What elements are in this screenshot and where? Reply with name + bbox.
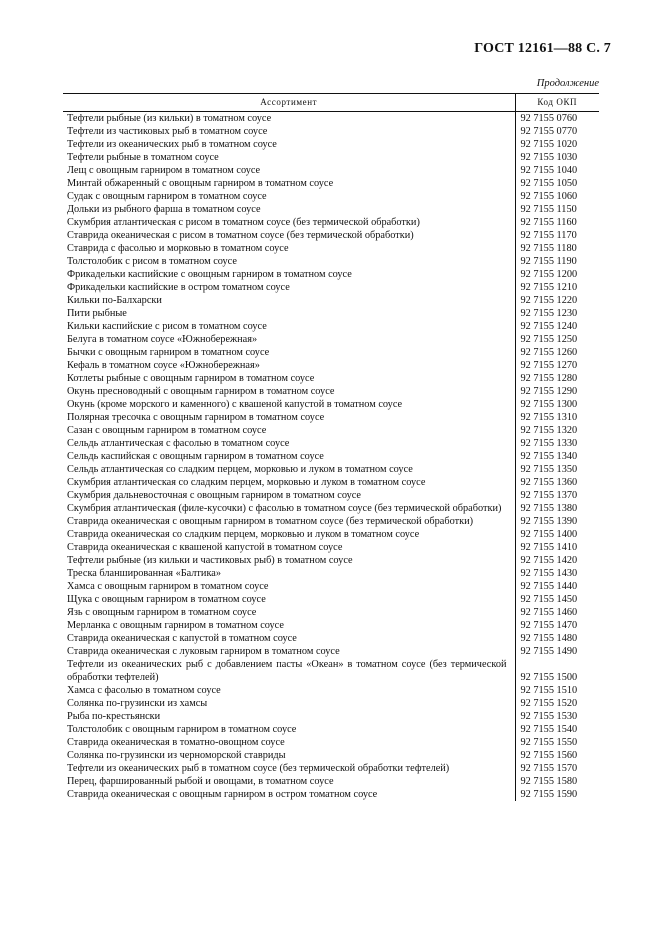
assortment-name: Ставрида океаническая с капустой в томатном соусе: [67, 633, 297, 644]
table-row: [63, 112, 599, 126]
table-row: [63, 775, 599, 788]
table-row: [63, 268, 599, 281]
assortment-name: Ставрида океаническая с квашеной капустой в томатном соусе: [67, 542, 343, 553]
table-row: [63, 749, 599, 762]
okp-code: 92 7155 1280: [515, 372, 599, 385]
table-row: [63, 619, 599, 632]
okp-code: 92 7155 1540: [515, 723, 599, 736]
okp-code: 92 7155 1330: [515, 437, 599, 450]
okp-code: 92 7155 1590: [515, 788, 599, 801]
table-row: [63, 658, 599, 684]
table-row: [63, 788, 599, 801]
table-row: [63, 138, 599, 151]
okp-code: 92 7155 1530: [515, 710, 599, 723]
assortment-name: Скумбрия дальневосточная с овощным гарниром в томатном соусе: [67, 490, 361, 501]
okp-code: 92 7155 1020: [515, 138, 599, 151]
okp-code: 92 7155 1490: [515, 645, 599, 658]
assortment-name: Толстолобик с рисом в томатном соусе: [67, 256, 237, 267]
table-row: [63, 229, 599, 242]
table-row: [63, 515, 599, 528]
okp-code: 92 7155 1160: [515, 216, 599, 229]
okp-code: 92 7155 1400: [515, 528, 599, 541]
table-row: [63, 463, 599, 476]
okp-code: 92 7155 1370: [515, 489, 599, 502]
table-row: [63, 242, 599, 255]
assortment-name: Тефтели рыбные (из кильки) в томатном соусе: [67, 113, 272, 124]
assortment-name: Щука с овощным гарниром в томатном соусе: [67, 594, 266, 605]
assortment-name: Тефтели рыбные в томатном соусе: [67, 152, 219, 163]
assortment-name: Скумбрия атлантическая со сладким перцем, морковью и луком в томатном соусе: [67, 477, 426, 488]
table-row: [63, 489, 599, 502]
assortment-name: Ставрида с фасолью и морковью в томатном соусе: [67, 243, 289, 254]
table-row: [63, 541, 599, 554]
assortment-name: Кильки по-Балхарски: [67, 295, 162, 306]
assortment-name: Сазан с овощным гарниром в томатном соусе: [67, 425, 267, 436]
okp-code: 92 7155 1180: [515, 242, 599, 255]
okp-code: 92 7155 1440: [515, 580, 599, 593]
table-row: [63, 593, 599, 606]
okp-code: 92 7155 1060: [515, 190, 599, 203]
okp-code: 92 7155 1240: [515, 320, 599, 333]
assortment-name: Тефтели рыбные (из кильки и частиковых рыб) в томатном соусе: [67, 555, 353, 566]
column-header-assortment: Ассортимент: [63, 94, 515, 112]
table-row: [63, 372, 599, 385]
assortment-name: Ставрида океаническая с овощным гарниром в остром томатном соусе: [67, 789, 378, 800]
assortment-name: Ставрида океаническая с луковым гарниром в томатном соусе: [67, 646, 340, 657]
assortment-name: Кильки каспийские с рисом в томатном соусе: [67, 321, 267, 332]
okp-code: 92 7155 1260: [515, 346, 599, 359]
assortment-name: Скумбрия атлантическая (филе-кусочки) с фасолью в томатном соусе (без термической обработки): [67, 503, 502, 514]
assortment-name: Кефаль в томатном соусе «Южнобережная»: [67, 360, 260, 371]
okp-code: 92 7155 1380: [515, 502, 599, 515]
table-row: [63, 281, 599, 294]
table-row: [63, 528, 599, 541]
table-row: [63, 216, 599, 229]
table-row: [63, 437, 599, 450]
table-row: [63, 346, 599, 359]
column-header-okp-code: Код ОКП: [515, 94, 599, 112]
okp-code: 92 7155 1150: [515, 203, 599, 216]
table-row: [63, 255, 599, 268]
table-row: [63, 710, 599, 723]
okp-code: 92 7155 1270: [515, 359, 599, 372]
okp-code: 92 7155 1560: [515, 749, 599, 762]
assortment-name: Рыба по-крестьянски: [67, 711, 161, 722]
okp-code: 92 7155 1200: [515, 268, 599, 281]
okp-code: 92 7155 1480: [515, 632, 599, 645]
okp-code: 92 7155 1340: [515, 450, 599, 463]
assortment-name: Мерланка с овощным гарниром в томатном соусе: [67, 620, 284, 631]
assortment-name: Ставрида океаническая с овощным гарниром в томатном соусе (без термической обработки): [67, 516, 474, 527]
okp-code: 92 7155 1570: [515, 762, 599, 775]
okp-code: 92 7155 1320: [515, 424, 599, 437]
assortment-name: Толстолобик с овощным гарниром в томатном соусе: [67, 724, 297, 735]
table-row: [63, 502, 599, 515]
okp-code: 92 7155 1520: [515, 697, 599, 710]
okp-code: 92 7155 1300: [515, 398, 599, 411]
assortment-table: [63, 93, 599, 801]
table-row: [63, 294, 599, 307]
okp-code: 92 7155 1050: [515, 177, 599, 190]
table-row: [63, 632, 599, 645]
table-row: [63, 697, 599, 710]
okp-code: 92 7155 1580: [515, 775, 599, 788]
table-row: [63, 359, 599, 372]
assortment-name: Судак с овощным гарниром в томатном соусе: [67, 191, 267, 202]
assortment-name: Солянка по-грузински из хамсы: [67, 698, 208, 709]
okp-code: 92 7155 1290: [515, 385, 599, 398]
okp-code: 92 7155 0770: [515, 125, 599, 138]
okp-code: 92 7155 0760: [515, 112, 599, 126]
assortment-name: Пити рыбные: [67, 308, 127, 319]
okp-code: 92 7155 1040: [515, 164, 599, 177]
assortment-name: Ставрида океаническая с рисом в томатном соусе (без термической обработки): [67, 230, 414, 241]
assortment-name: Минтай обжаренный с овощным гарниром в томатном соусе: [67, 178, 334, 189]
table-row: [63, 333, 599, 346]
table-row: [63, 203, 599, 216]
table-row: [63, 606, 599, 619]
okp-code: 92 7155 1230: [515, 307, 599, 320]
assortment-name: Белуга в томатном соусе «Южнобережная»: [67, 334, 258, 345]
table-row: [63, 385, 599, 398]
okp-code: 92 7155 1510: [515, 684, 599, 697]
assortment-name: Ставрида океаническая со сладким перцем, морковью и луком в томатном соусе: [67, 529, 420, 540]
table-row: [63, 554, 599, 567]
assortment-name: Ставрида океаническая в томатно-овощном соусе: [67, 737, 285, 748]
table-body: [63, 112, 599, 802]
okp-code: 92 7155 1410: [515, 541, 599, 554]
assortment-name: Язь с овощным гарниром в томатном соусе: [67, 607, 257, 618]
table-row: [63, 736, 599, 749]
page-header: ГОСТ 12161—88 С. 7: [474, 41, 611, 56]
okp-code: 92 7155 1390: [515, 515, 599, 528]
assortment-name: Хамса с овощным гарниром в томатном соусе: [67, 581, 269, 592]
assortment-name: Перец, фаршированный рыбой и овощами, в томатном соусе: [67, 776, 334, 787]
table-row: [63, 580, 599, 593]
table-row: [63, 190, 599, 203]
assortment-name: Лещ с овощным гарниром в томатном соусе: [67, 165, 261, 176]
okp-code: 92 7155 1170: [515, 229, 599, 242]
okp-code: 92 7155 1430: [515, 567, 599, 580]
continuation-label: Продолжение: [536, 78, 599, 89]
okp-code: 92 7155 1360: [515, 476, 599, 489]
okp-code: 92 7155 1420: [515, 554, 599, 567]
assortment-name: Котлеты рыбные с овощным гарниром в томатном соусе: [67, 373, 315, 384]
table-row: [63, 320, 599, 333]
table-row: [63, 645, 599, 658]
assortment-name: Скумбрия атлантическая с рисом в томатном соусе (без термической обработки): [67, 217, 420, 228]
okp-code: 92 7155 1190: [515, 255, 599, 268]
table-row: [63, 307, 599, 320]
table-row: [63, 424, 599, 437]
okp-code: 92 7155 1250: [515, 333, 599, 346]
table-row: [63, 411, 599, 424]
assortment-name: Сельдь атлантическая с фасолью в томатном соусе: [67, 438, 290, 449]
table-row: [63, 151, 599, 164]
table-row: [63, 762, 599, 775]
okp-code: 92 7155 1460: [515, 606, 599, 619]
assortment-name: Фрикадельки каспийские в остром томатном соусе: [67, 282, 290, 293]
table-header-row: [63, 94, 599, 112]
table-row: [63, 164, 599, 177]
okp-code: 92 7155 1470: [515, 619, 599, 632]
assortment-name: Окунь пресноводный с овощным гарниром в томатном соусе: [67, 386, 335, 397]
table-row: [63, 476, 599, 489]
table-row: [63, 567, 599, 580]
assortment-name: Треска бланшированная «Балтика»: [67, 568, 222, 579]
okp-code: 92 7155 1030: [515, 151, 599, 164]
assortment-name: Окунь (кроме морского и каменного) с квашеной капустой в томатном соусе: [67, 399, 403, 410]
assortment-name: Хамса с фасолью в томатном соусе: [67, 685, 221, 696]
assortment-name: Дольки из рыбного фарша в томатном соусе: [67, 204, 261, 215]
assortment-name: Тефтели из океанических рыб в томатном соусе: [67, 139, 277, 150]
table-row: [63, 450, 599, 463]
table-row: [63, 684, 599, 697]
table-row: [63, 723, 599, 736]
assortment-name: Тефтели из океанических рыб в томатном соусе (без термической обработки тефтелей): [67, 763, 450, 774]
okp-code: 92 7155 1350: [515, 463, 599, 476]
assortment-name: Тефтели из океанических рыб с добавлением пасты «Океан» в томатном соусе (без термической обработки тефтелей): [67, 659, 507, 683]
assortment-name: Бычки с овощным гарниром в томатном соусе: [67, 347, 270, 358]
table-row: [63, 125, 599, 138]
assortment-name: Солянка по-грузински из черноморской ставриды: [67, 750, 286, 761]
assortment-name: Сельдь каспийская с овощным гарниром в томатном соусе: [67, 451, 324, 462]
table-row: [63, 398, 599, 411]
assortment-name: Сельдь атлантическая со сладким перцем, морковью и луком в томатном соусе: [67, 464, 413, 475]
okp-code: 92 7155 1500: [515, 658, 599, 684]
assortment-name: Фрикадельки каспийские с овощным гарниром в томатном соусе: [67, 269, 352, 280]
assortment-name: Полярная тресочка с овощным гарниром в томатном соусе: [67, 412, 325, 423]
okp-code: 92 7155 1310: [515, 411, 599, 424]
table-row: [63, 177, 599, 190]
okp-code: 92 7155 1210: [515, 281, 599, 294]
assortment-name: Тефтели из частиковых рыб в томатном соусе: [67, 126, 268, 137]
okp-code: 92 7155 1450: [515, 593, 599, 606]
okp-code: 92 7155 1220: [515, 294, 599, 307]
okp-code: 92 7155 1550: [515, 736, 599, 749]
